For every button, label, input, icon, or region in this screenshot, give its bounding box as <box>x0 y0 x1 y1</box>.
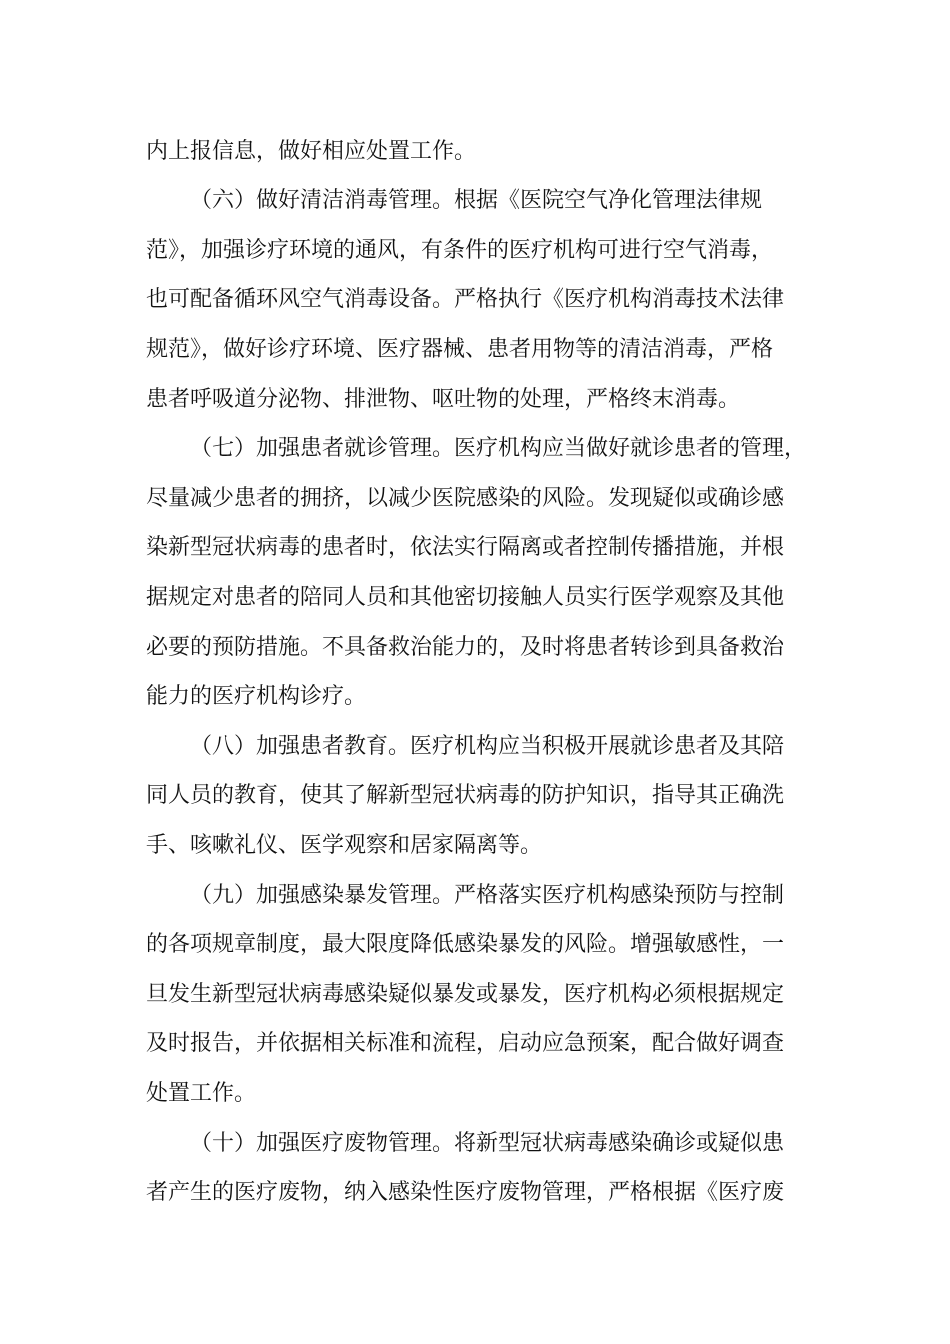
section-eight-heading-line: （八）加强患者教育。医疗机构应当积极开展就诊患者及其陪 <box>190 734 785 759</box>
text-line: 据规定对患者的陪同人员和其他密切接触人员实行医学观察及其他 <box>146 585 785 610</box>
text-line: 患者呼吸道分泌物、排泄物、呕吐物的处理，严格终末消毒。 <box>146 387 741 412</box>
text-line: 手、咳嗽礼仪、医学观察和居家隔离等。 <box>146 833 543 858</box>
text-line: 内上报信息，做好相应处置工作。 <box>146 139 477 164</box>
text-line: 也可配备循环风空气消毒设备。严格执行《医疗机构消毒技术法律 <box>146 287 785 312</box>
text-line: 能力的医疗机构诊疗。 <box>146 684 367 709</box>
text-line: 尽量减少患者的拥挤，以减少医院感染的风险。发现疑似或确诊感 <box>146 486 785 511</box>
text-line: 范》，加强诊疗环境的通风，有条件的医疗机构可进行空气消毒， <box>146 238 774 263</box>
section-seven-heading-line: （七）加强患者就诊管理。医疗机构应当做好就诊患者的管理， <box>190 436 807 461</box>
text-line: 旦发生新型冠状病毒感染疑似暴发或暴发，医疗机构必须根据规定 <box>146 982 785 1007</box>
text-line: 及时报告，并依据相关标准和流程，启动应急预案，配合做好调查 <box>146 1031 785 1056</box>
section-nine-heading-line: （九）加强感染暴发管理。严格落实医疗机构感染预防与控制 <box>190 883 785 908</box>
section-six-heading-line: （六）做好清洁消毒管理。根据《医院空气净化管理法律规 <box>190 188 763 213</box>
text-line: 者产生的医疗废物，纳入感染性医疗废物管理，严格根据《医疗废 <box>146 1180 785 1205</box>
text-line: 处置工作。 <box>146 1081 257 1106</box>
text-line: 同人员的教育，使其了解新型冠状病毒的防护知识，指导其正确洗 <box>146 783 785 808</box>
text-line: 的各项规章制度，最大限度降低感染暴发的风险。增强敏感性，一 <box>146 932 785 957</box>
text-line: 规范》，做好诊疗环境、医疗器械、患者用物等的清洁消毒，严格 <box>146 337 774 362</box>
text-line: 必要的预防措施。不具备救治能力的，及时将患者转诊到具备救治 <box>146 635 785 660</box>
section-ten-heading-line: （十）加强医疗废物管理。将新型冠状病毒感染确诊或疑似患 <box>190 1131 785 1156</box>
text-line: 染新型冠状病毒的患者时，依法实行隔离或者控制传播措施，并根 <box>146 535 785 560</box>
